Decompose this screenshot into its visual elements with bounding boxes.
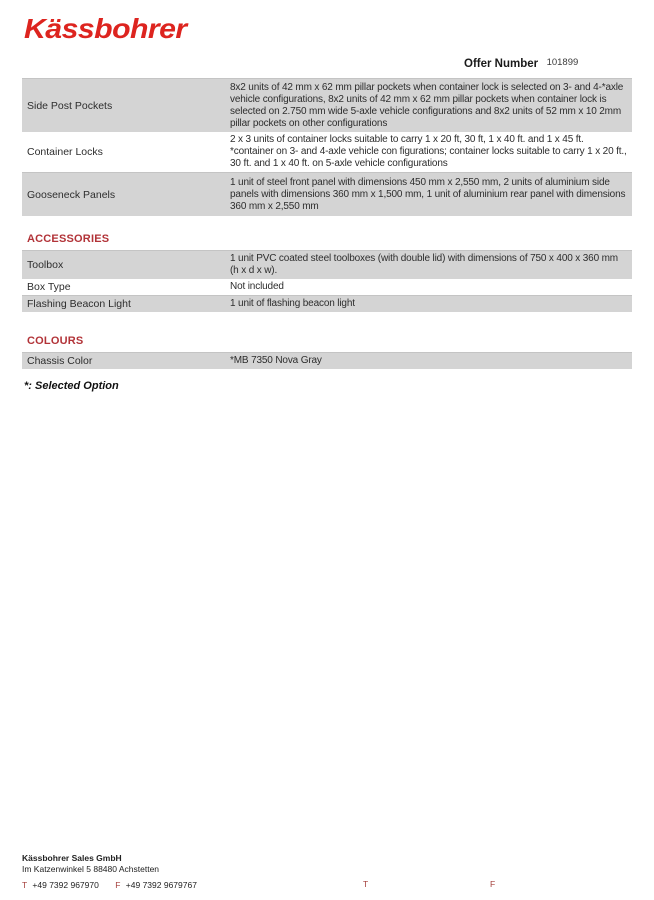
footer-phone-label: T — [22, 880, 28, 890]
spec-value: *MB 7350 Nova Gray — [230, 355, 322, 366]
footer-address: Im Katzenwinkel 5 88480 Achstetten — [22, 864, 160, 874]
spec-row-toolbox — [22, 250, 632, 279]
spec-label: Side Post Pockets — [27, 99, 113, 112]
spec-label: Box Type — [27, 281, 71, 293]
offer-number-line — [464, 54, 578, 72]
footer-contact-block — [22, 853, 197, 890]
section-heading-colours: COLOURS — [27, 335, 84, 347]
spec-value: 1 unit PVC coated steel toolboxes (with double lid) with dimensions of 750 x 400 x 360 mm (h x d x w). — [230, 253, 618, 276]
offer-number-value: 101899 — [546, 57, 579, 68]
spec-row-gooseneck-panels — [22, 172, 632, 216]
spec-label: Chassis Color — [27, 355, 93, 367]
spec-row-container-locks — [22, 132, 632, 172]
footer-fax-number: +49 7392 9679767 — [125, 880, 197, 890]
spec-content — [22, 78, 632, 392]
spec-value: Not included — [230, 281, 284, 292]
footer-column3-f-label: F — [490, 879, 496, 889]
main-spec-table — [22, 78, 632, 216]
spec-row-flashing-beacon-light — [22, 295, 632, 312]
spec-value: 1 unit of steel front panel with dimensions 450 mm x 2,550 mm, 2 units of aluminium side panels with dimensions 360 mm x 1,500 mm, 1 unit of aluminium rear panel with dimensions 360 mm x 2,550 mm — [230, 176, 626, 212]
footer-phone-number: +49 7392 967970 — [32, 880, 99, 890]
footer-phone-line — [22, 880, 197, 890]
footer-column2-t-label: T — [363, 879, 369, 889]
spec-row-box-type — [22, 279, 632, 295]
spec-row-chassis-color — [22, 352, 632, 369]
spec-label: Container Locks — [27, 146, 103, 158]
footer-fax-label: F — [115, 880, 121, 890]
selected-option-note: *: Selected Option — [24, 380, 119, 392]
spec-label: Toolbox — [27, 259, 64, 271]
footer-company-name: Kässbohrer Sales GmbH — [22, 853, 122, 863]
colours-table — [22, 352, 632, 369]
spec-value: 1 unit of flashing beacon light — [230, 298, 355, 309]
spec-label: Flashing Beacon Light — [27, 298, 131, 310]
spec-label: Gooseneck Panels — [27, 188, 116, 201]
section-heading-accessories: ACCESSORIES — [27, 233, 110, 245]
spec-value: 2 x 3 units of container locks suitable to carry 1 x 20 ft, 30 ft, 1 x 40 ft. and 1 x 45 ft. *container on 3- and 4-axle vehicle con figurations; container locks suitable to carry 1 x 20 ft., 30 ft. and 1 x 40 ft. on 5-axle vehicle configurations — [230, 134, 627, 169]
spec-row-side-post-pockets — [22, 78, 632, 132]
accessories-table — [22, 250, 632, 312]
spec-value: 8x2 units of 42 mm x 62 mm pillar pockets when container lock is selected on 3- and 4-*axle vehicle configurations, 8x2 units of 42 mm x 62 mm pillar pockets when container lock is selected on 2.750 mm wide 5-axle vehicle configurations and 8x2 units of 52 mm x 10 2mm pillar pockets on other configurations — [230, 81, 624, 129]
offer-number-label: Offer Number — [464, 58, 539, 70]
brand-logo: Kässbohrer — [24, 13, 187, 44]
